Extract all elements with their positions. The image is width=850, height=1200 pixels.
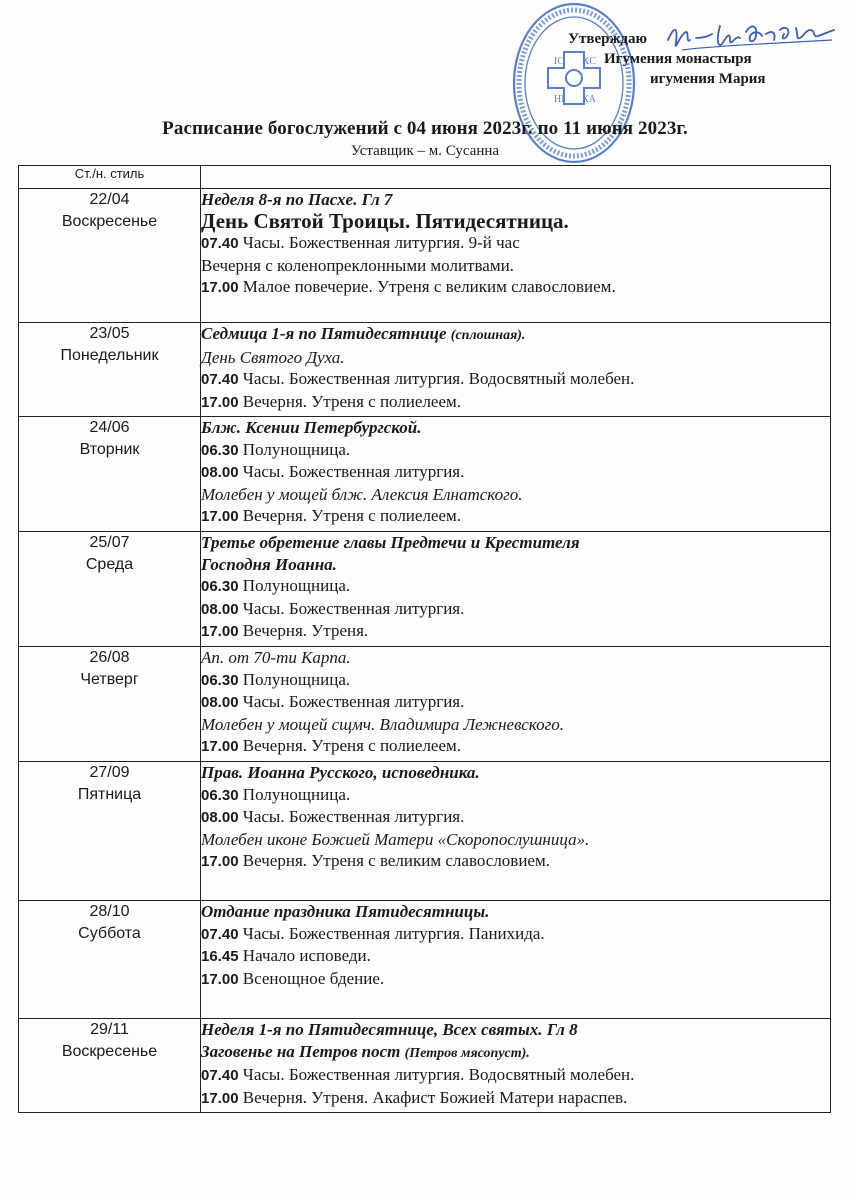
table-header-row <box>19 166 831 189</box>
day-title-2-text: Заговенье на Петров пост <box>201 1041 401 1061</box>
service-line <box>201 232 830 255</box>
approval-line-3: игумения Мария <box>650 71 766 87</box>
day-title-text: Прав. Иоанна Русского, исповедника. <box>201 763 480 782</box>
day-title-2 <box>201 554 830 576</box>
day-title-note: (сплошная). <box>450 328 526 343</box>
service-text: Начало исповеди. <box>242 946 371 966</box>
service-time: 17.00 <box>201 738 239 756</box>
header-date-style: Ст./н. стиль <box>19 166 201 189</box>
date-cell <box>19 762 201 901</box>
service-text: Часы. Божественная литургия. <box>242 692 465 712</box>
service-time: 16.45 <box>201 948 239 966</box>
service-text: Часы. Божественная литургия. Водосвятный молебен. <box>242 369 635 389</box>
document-title: Расписание богослужений с 04 июня 2023г. по 11 июня 2023г. <box>162 118 688 139</box>
table-row <box>19 532 831 647</box>
service-text: Полунощница. <box>242 784 351 804</box>
day-note-text: День Святого Духа. <box>201 347 345 367</box>
service-text: Полунощница. <box>242 439 351 459</box>
service-text: Вечерня. Утреня с великим славословием. <box>242 851 550 871</box>
service-line <box>201 1087 830 1110</box>
day-title <box>201 417 830 439</box>
schedule-table <box>18 165 831 1113</box>
service-text: Малое повечерие. Утреня с великим славословием. <box>242 277 616 297</box>
weekday: Суббота <box>78 925 141 942</box>
service-text: Вечерня с коленопреклонными молитвами. <box>201 255 514 275</box>
service-line <box>201 735 830 758</box>
day-note <box>201 347 830 369</box>
service-text: Всенощное бдение. <box>242 968 385 988</box>
service-line <box>201 714 830 736</box>
service-line <box>201 923 830 946</box>
service-text: Полунощница. <box>242 669 351 689</box>
date-cell <box>19 532 201 647</box>
header-services <box>201 166 831 189</box>
svg-text:IC: IC <box>554 56 564 67</box>
weekday: Среда <box>85 556 134 573</box>
service-line <box>201 505 830 528</box>
date-cell <box>19 647 201 762</box>
services-cell <box>201 532 831 647</box>
service-time: 17.00 <box>201 508 239 526</box>
service-time: 07.40 <box>201 1067 239 1085</box>
date-cell <box>19 1019 201 1113</box>
weekday: Понедельник <box>60 347 159 364</box>
service-text: Вечерня. Утреня с полиелеем. <box>242 506 462 526</box>
date-value: 29/11 <box>90 1021 129 1038</box>
day-title-2-note: (Петров мясопуст). <box>404 1045 530 1061</box>
day-title-text: Блж. Ксении Петербургской. <box>201 418 422 437</box>
svg-text:XC: XC <box>582 56 596 67</box>
svg-text:НI: НI <box>554 94 565 105</box>
day-title-text: Неделя 8-я по Пасхе. Гл 7 <box>201 190 393 209</box>
table-row <box>19 762 831 901</box>
service-line <box>201 598 830 621</box>
table-row <box>19 323 831 417</box>
service-line <box>201 439 830 462</box>
service-time: 08.00 <box>201 694 239 712</box>
service-time: 17.00 <box>201 970 239 988</box>
document-subtitle: Уставщик – м. Сусанна <box>350 143 500 159</box>
service-text: Вечерня. Утреня. Акафист Божией Матери нараспев. <box>242 1087 628 1107</box>
service-text: Вечерня. Утреня с полиелеем. <box>242 736 462 756</box>
service-line <box>201 255 830 277</box>
weekday: Вторник <box>79 441 140 458</box>
service-time: 17.00 <box>201 1089 239 1107</box>
service-line <box>201 850 830 873</box>
service-time: 07.40 <box>201 235 239 253</box>
services-cell <box>201 901 831 1019</box>
approval-line-2: Игумения монастыря <box>604 51 752 67</box>
svg-text:КА: КА <box>582 94 596 105</box>
services-cell <box>201 189 831 323</box>
service-time: 08.00 <box>201 600 239 618</box>
service-text: Молебен у мощей сщмч. Владимира Лежневского. <box>201 714 564 734</box>
weekday: Воскресенье <box>61 1043 158 1060</box>
service-line <box>201 484 830 506</box>
date-value: 22/04 <box>89 191 130 208</box>
day-title <box>201 1019 830 1041</box>
day-title <box>201 762 830 784</box>
service-line <box>201 829 830 851</box>
feast-title <box>201 208 830 233</box>
day-title-text: Неделя 1-я по Пятидесятнице, Всех святых. Гл 8 <box>201 1020 578 1039</box>
services-cell <box>201 1019 831 1113</box>
service-text: Часы. Божественная литургия. <box>242 462 465 482</box>
service-time: 06.30 <box>201 671 239 689</box>
service-time: 06.30 <box>201 578 239 596</box>
service-line <box>201 968 830 991</box>
service-text: Часы. Божественная литургия. <box>242 807 465 827</box>
service-time: 17.00 <box>201 393 239 411</box>
date-cell <box>19 323 201 417</box>
table-row <box>19 901 831 1019</box>
service-time: 07.40 <box>201 371 239 389</box>
service-line <box>201 575 830 598</box>
day-title <box>201 189 830 211</box>
services-cell <box>201 762 831 901</box>
service-text: Часы. Божественная литургия. 9-й час <box>242 233 520 253</box>
service-text: Полунощница. <box>242 576 351 596</box>
service-text: Часы. Божественная литургия. <box>242 598 465 618</box>
service-text: Молебен иконе Божией Матери «Скоропослушница». <box>201 829 590 849</box>
weekday: Пятница <box>77 786 142 803</box>
table-row <box>19 1019 831 1113</box>
service-time: 17.00 <box>201 623 239 641</box>
service-time: 06.30 <box>201 441 239 459</box>
date-cell <box>19 417 201 532</box>
date-value: 27/09 <box>89 764 130 781</box>
service-line <box>201 1064 830 1087</box>
date-cell <box>19 901 201 1019</box>
date-value: 23/05 <box>89 325 130 342</box>
service-line <box>201 945 830 968</box>
day-note-text: Ап. от 70-ти Карпа. <box>201 648 351 667</box>
day-title-2 <box>201 1041 830 1065</box>
table-row <box>19 647 831 762</box>
service-line <box>201 669 830 692</box>
service-time: 06.30 <box>201 786 239 804</box>
service-line <box>201 461 830 484</box>
day-title <box>201 901 830 923</box>
service-line <box>201 784 830 807</box>
day-title-text: Седмица 1-я по Пятидесятнице <box>201 324 447 343</box>
services-cell <box>201 323 831 417</box>
service-text: Молебен у мощей блж. Алексия Елнатского. <box>201 484 523 504</box>
service-time: 07.40 <box>201 925 239 943</box>
table-row <box>19 189 831 323</box>
date-cell <box>19 189 201 323</box>
services-cell <box>201 417 831 532</box>
day-note <box>201 647 830 669</box>
service-text: Часы. Божественная литургия. Панихида. <box>242 923 545 943</box>
service-text: Вечерня. Утреня с полиелеем. <box>242 391 462 411</box>
date-value: 26/08 <box>89 649 130 666</box>
service-text: Часы. Божественная литургия. Водосвятный молебен. <box>242 1065 635 1085</box>
date-value: 25/07 <box>89 534 130 551</box>
weekday: Четверг <box>80 671 139 688</box>
day-title <box>201 532 830 554</box>
service-line <box>201 620 830 643</box>
table-row <box>19 417 831 532</box>
service-line <box>201 276 830 299</box>
service-line <box>201 806 830 829</box>
service-time: 08.00 <box>201 809 239 827</box>
service-time: 08.00 <box>201 464 239 482</box>
approval-line-1: Утверждаю <box>568 31 647 47</box>
service-time: 17.00 <box>201 279 239 297</box>
service-line <box>201 368 830 391</box>
day-title <box>201 323 830 347</box>
day-title-text: Третье обретение главы Предтечи и Крестителя <box>201 533 580 552</box>
weekday: Воскресенье <box>61 213 158 230</box>
date-value: 28/10 <box>89 903 130 920</box>
feast-title-text: День Святой Троицы. Пятидесятница. <box>201 208 569 233</box>
services-cell <box>201 647 831 762</box>
date-value: 24/06 <box>89 419 130 436</box>
service-line <box>201 391 830 414</box>
day-title-2-text: Господня Иоанна. <box>201 554 337 574</box>
service-time: 17.00 <box>201 853 239 871</box>
service-line <box>201 691 830 714</box>
day-title-text: Отдание праздника Пятидесятницы. <box>201 902 490 921</box>
service-text: Вечерня. Утреня. <box>242 621 369 641</box>
